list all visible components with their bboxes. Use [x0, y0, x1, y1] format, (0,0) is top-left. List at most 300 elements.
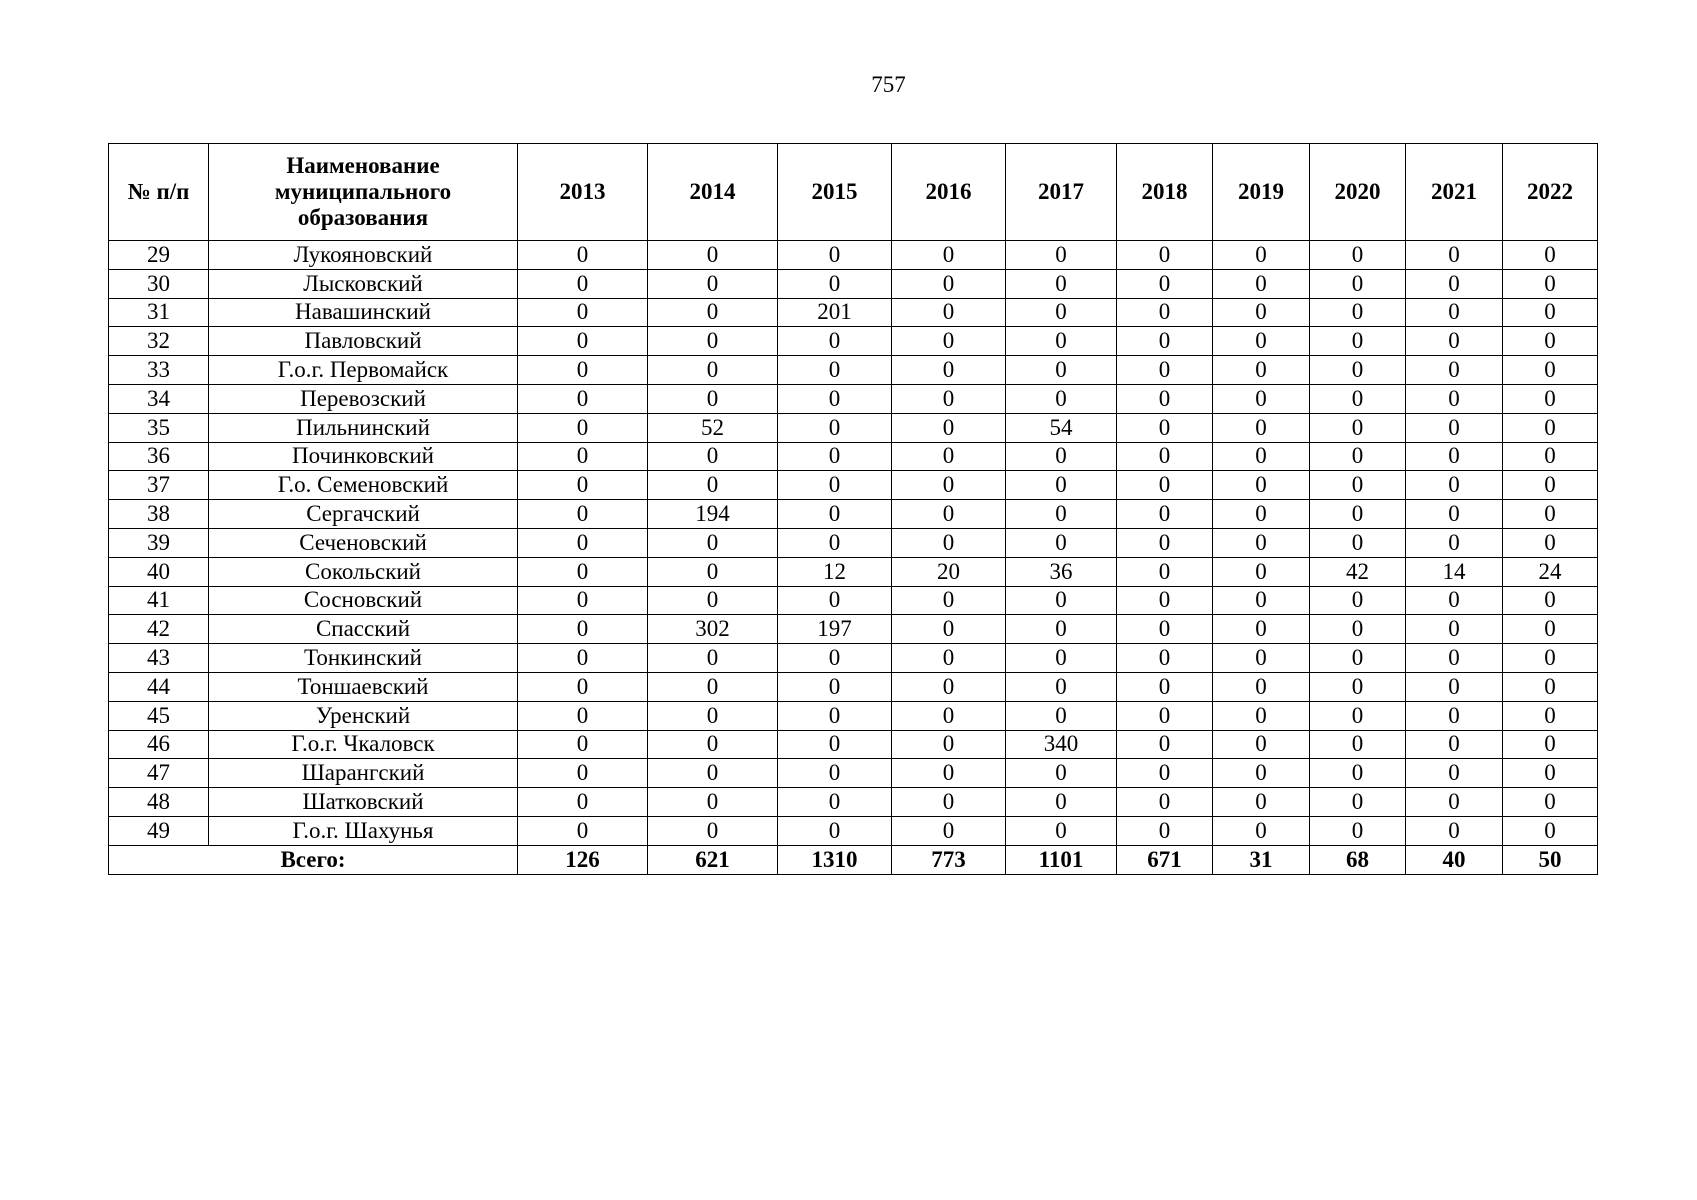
total-cell: 1101	[1006, 845, 1117, 874]
municipality-name-cell: Уренский	[209, 701, 518, 730]
municipality-name-cell: Г.о.г. Чкаловск	[209, 730, 518, 759]
table-row	[109, 327, 1598, 356]
year-value-cell: 0	[1503, 701, 1598, 730]
year-value-cell: 0	[1213, 356, 1310, 385]
header-year-2016: 2016	[892, 144, 1006, 241]
year-value-cell: 0	[1406, 327, 1503, 356]
total-cell: 68	[1310, 845, 1406, 874]
year-value-cell: 0	[1117, 672, 1213, 701]
year-value-cell: 0	[1117, 471, 1213, 500]
year-value-cell: 0	[518, 586, 648, 615]
year-value-cell: 0	[1406, 413, 1503, 442]
year-value-cell: 0	[648, 557, 778, 586]
header-year-2019: 2019	[1213, 144, 1310, 241]
year-value-cell: 0	[1503, 586, 1598, 615]
year-value-cell: 0	[892, 730, 1006, 759]
year-value-cell: 0	[1213, 615, 1310, 644]
year-value-cell: 0	[778, 500, 892, 529]
table-row	[109, 413, 1598, 442]
year-value-cell: 0	[778, 701, 892, 730]
year-value-cell: 0	[648, 586, 778, 615]
year-value-cell: 0	[1006, 586, 1117, 615]
year-value-cell: 0	[1310, 356, 1406, 385]
municipality-name-cell: Павловский	[209, 327, 518, 356]
year-value-cell: 0	[1310, 816, 1406, 845]
year-value-cell: 0	[1310, 759, 1406, 788]
table-row	[109, 471, 1598, 500]
year-value-cell: 0	[1503, 672, 1598, 701]
year-value-cell: 0	[1213, 241, 1310, 270]
table-header-row	[109, 144, 1598, 241]
year-value-cell: 0	[1310, 298, 1406, 327]
year-value-cell: 0	[648, 701, 778, 730]
header-year-2021: 2021	[1406, 144, 1503, 241]
year-value-cell: 340	[1006, 730, 1117, 759]
year-value-cell: 0	[518, 413, 648, 442]
year-value-cell: 0	[1406, 586, 1503, 615]
year-value-cell: 0	[778, 644, 892, 673]
year-value-cell: 0	[1213, 788, 1310, 817]
year-value-cell: 0	[778, 586, 892, 615]
header-number: № п/п	[109, 144, 209, 241]
total-cell: 671	[1117, 845, 1213, 874]
year-value-cell: 0	[1310, 528, 1406, 557]
year-value-cell: 0	[1006, 788, 1117, 817]
year-value-cell: 0	[1503, 788, 1598, 817]
total-cell: 40	[1406, 845, 1503, 874]
year-value-cell: 0	[1117, 730, 1213, 759]
year-value-cell: 0	[1213, 816, 1310, 845]
year-value-cell: 0	[1310, 241, 1406, 270]
page-number: 757	[871, 72, 906, 97]
year-value-cell: 201	[778, 298, 892, 327]
year-value-cell: 0	[892, 298, 1006, 327]
table-row	[109, 730, 1598, 759]
table-row	[109, 269, 1598, 298]
year-value-cell: 0	[1503, 644, 1598, 673]
municipality-name-cell: Лысковский	[209, 269, 518, 298]
year-value-cell: 14	[1406, 557, 1503, 586]
year-value-cell: 0	[1006, 500, 1117, 529]
total-row	[109, 845, 1598, 874]
year-value-cell: 0	[1406, 356, 1503, 385]
year-value-cell: 0	[1213, 413, 1310, 442]
year-value-cell: 0	[1117, 586, 1213, 615]
year-value-cell: 0	[518, 759, 648, 788]
row-number-cell: 29	[109, 241, 209, 270]
year-value-cell: 0	[892, 759, 1006, 788]
municipality-name-cell: Г.о. Семеновский	[209, 471, 518, 500]
year-value-cell: 0	[1213, 557, 1310, 586]
year-value-cell: 0	[1406, 701, 1503, 730]
year-value-cell: 0	[892, 500, 1006, 529]
year-value-cell: 0	[1213, 586, 1310, 615]
year-value-cell: 0	[892, 816, 1006, 845]
row-number-cell: 34	[109, 384, 209, 413]
table-row	[109, 356, 1598, 385]
table-row	[109, 557, 1598, 586]
year-value-cell: 0	[1406, 816, 1503, 845]
row-number-cell: 32	[109, 327, 209, 356]
municipality-name-cell: Тонкинский	[209, 644, 518, 673]
row-number-cell: 45	[109, 701, 209, 730]
year-value-cell: 194	[648, 500, 778, 529]
year-value-cell: 302	[648, 615, 778, 644]
row-number-cell: 41	[109, 586, 209, 615]
year-value-cell: 0	[892, 701, 1006, 730]
municipality-name-cell: Лукояновский	[209, 241, 518, 270]
year-value-cell: 0	[518, 788, 648, 817]
table-row	[109, 384, 1598, 413]
table-row	[109, 500, 1598, 529]
header-year-2017: 2017	[1006, 144, 1117, 241]
year-value-cell: 0	[1117, 442, 1213, 471]
year-value-cell: 0	[1503, 759, 1598, 788]
year-value-cell: 0	[1406, 442, 1503, 471]
year-value-cell: 0	[1406, 644, 1503, 673]
year-value-cell: 0	[1006, 672, 1117, 701]
header-year-2020: 2020	[1310, 144, 1406, 241]
year-value-cell: 52	[648, 413, 778, 442]
year-value-cell: 0	[778, 442, 892, 471]
year-value-cell: 0	[648, 442, 778, 471]
header-year-2022: 2022	[1503, 144, 1598, 241]
year-value-cell: 0	[648, 327, 778, 356]
table-row	[109, 788, 1598, 817]
year-value-cell: 0	[648, 788, 778, 817]
year-value-cell: 0	[1117, 788, 1213, 817]
year-value-cell: 0	[1006, 298, 1117, 327]
year-value-cell: 0	[1117, 384, 1213, 413]
year-value-cell: 0	[778, 672, 892, 701]
year-value-cell: 0	[1310, 500, 1406, 529]
year-value-cell: 0	[892, 615, 1006, 644]
year-value-cell: 0	[1503, 730, 1598, 759]
year-value-cell: 0	[1503, 442, 1598, 471]
row-number-cell: 44	[109, 672, 209, 701]
year-value-cell: 0	[1406, 788, 1503, 817]
year-value-cell: 0	[1006, 269, 1117, 298]
year-value-cell: 0	[648, 644, 778, 673]
year-value-cell: 0	[778, 384, 892, 413]
year-value-cell: 0	[1117, 557, 1213, 586]
year-value-cell: 12	[778, 557, 892, 586]
year-value-cell: 0	[778, 788, 892, 817]
municipality-name-cell: Г.о.г. Первомайск	[209, 356, 518, 385]
year-value-cell: 0	[1310, 701, 1406, 730]
year-value-cell: 0	[1117, 241, 1213, 270]
municipality-name-cell: Г.о.г. Шахунья	[209, 816, 518, 845]
table-row	[109, 644, 1598, 673]
year-value-cell: 0	[648, 471, 778, 500]
year-value-cell: 0	[1006, 701, 1117, 730]
row-number-cell: 49	[109, 816, 209, 845]
year-value-cell: 0	[1117, 528, 1213, 557]
year-value-cell: 0	[1006, 327, 1117, 356]
year-value-cell: 0	[1006, 644, 1117, 673]
year-value-cell: 0	[892, 356, 1006, 385]
year-value-cell: 0	[518, 298, 648, 327]
table-row	[109, 615, 1598, 644]
year-value-cell: 0	[1406, 471, 1503, 500]
year-value-cell: 0	[518, 384, 648, 413]
table-row	[109, 672, 1598, 701]
table-row	[109, 442, 1598, 471]
year-value-cell: 0	[778, 269, 892, 298]
table-row	[109, 816, 1598, 845]
municipality-name-cell: Спасский	[209, 615, 518, 644]
year-value-cell: 0	[892, 471, 1006, 500]
year-value-cell: 0	[1406, 500, 1503, 529]
header-year-2018: 2018	[1117, 144, 1213, 241]
year-value-cell: 0	[1310, 384, 1406, 413]
year-value-cell: 0	[778, 528, 892, 557]
year-value-cell: 0	[1213, 730, 1310, 759]
year-value-cell: 0	[1406, 241, 1503, 270]
year-value-cell: 0	[1117, 356, 1213, 385]
year-value-cell: 0	[1006, 471, 1117, 500]
year-value-cell: 42	[1310, 557, 1406, 586]
year-value-cell: 0	[518, 672, 648, 701]
table-row	[109, 586, 1598, 615]
year-value-cell: 0	[1213, 442, 1310, 471]
header-year-2013: 2013	[518, 144, 648, 241]
year-value-cell: 0	[1117, 644, 1213, 673]
year-value-cell: 0	[648, 269, 778, 298]
year-value-cell: 0	[518, 356, 648, 385]
year-value-cell: 0	[648, 298, 778, 327]
year-value-cell: 0	[1406, 730, 1503, 759]
row-number-cell: 42	[109, 615, 209, 644]
year-value-cell: 0	[1406, 672, 1503, 701]
year-value-cell: 0	[518, 442, 648, 471]
year-value-cell: 0	[1310, 672, 1406, 701]
municipality-name-cell: Сеченовский	[209, 528, 518, 557]
municipality-name-cell: Сокольский	[209, 557, 518, 586]
row-number-cell: 47	[109, 759, 209, 788]
year-value-cell: 20	[892, 557, 1006, 586]
year-value-cell: 0	[1503, 816, 1598, 845]
year-value-cell: 0	[1213, 644, 1310, 673]
year-value-cell: 0	[1406, 298, 1503, 327]
year-value-cell: 0	[1406, 528, 1503, 557]
header-municipality: Наименование муниципального образования	[209, 144, 518, 241]
municipality-name-cell: Сосновский	[209, 586, 518, 615]
municipality-name-cell: Шатковский	[209, 788, 518, 817]
year-value-cell: 0	[778, 759, 892, 788]
year-value-cell: 0	[518, 557, 648, 586]
row-number-cell: 30	[109, 269, 209, 298]
row-number-cell: 48	[109, 788, 209, 817]
row-number-cell: 40	[109, 557, 209, 586]
year-value-cell: 0	[1006, 759, 1117, 788]
year-value-cell: 0	[1406, 384, 1503, 413]
year-value-cell: 0	[1213, 672, 1310, 701]
year-value-cell: 0	[1310, 586, 1406, 615]
year-value-cell: 0	[518, 471, 648, 500]
year-value-cell: 0	[518, 816, 648, 845]
year-value-cell: 0	[892, 384, 1006, 413]
year-value-cell: 0	[648, 356, 778, 385]
table-row	[109, 759, 1598, 788]
year-value-cell: 0	[1213, 327, 1310, 356]
row-number-cell: 31	[109, 298, 209, 327]
year-value-cell: 0	[648, 816, 778, 845]
year-value-cell: 0	[648, 241, 778, 270]
year-value-cell: 0	[1006, 356, 1117, 385]
year-value-cell: 0	[1310, 442, 1406, 471]
year-value-cell: 0	[1213, 384, 1310, 413]
year-value-cell: 0	[1310, 730, 1406, 759]
year-value-cell: 0	[892, 327, 1006, 356]
year-value-cell: 0	[1310, 615, 1406, 644]
year-value-cell: 0	[892, 241, 1006, 270]
table-row	[109, 701, 1598, 730]
year-value-cell: 0	[518, 730, 648, 759]
year-value-cell: 0	[1006, 615, 1117, 644]
municipality-name-cell: Сергачский	[209, 500, 518, 529]
municipality-name-cell: Тоншаевский	[209, 672, 518, 701]
year-value-cell: 0	[1213, 471, 1310, 500]
table-row	[109, 528, 1598, 557]
year-value-cell: 0	[1006, 384, 1117, 413]
year-value-cell: 0	[1503, 384, 1598, 413]
year-value-cell: 0	[1213, 528, 1310, 557]
row-number-cell: 33	[109, 356, 209, 385]
row-number-cell: 38	[109, 500, 209, 529]
year-value-cell: 0	[1117, 269, 1213, 298]
row-number-cell: 46	[109, 730, 209, 759]
row-number-cell: 35	[109, 413, 209, 442]
year-value-cell: 0	[648, 759, 778, 788]
year-value-cell: 0	[1117, 759, 1213, 788]
year-value-cell: 0	[1503, 528, 1598, 557]
total-cell: 50	[1503, 845, 1598, 874]
year-value-cell: 54	[1006, 413, 1117, 442]
year-value-cell: 0	[648, 384, 778, 413]
year-value-cell: 0	[518, 644, 648, 673]
year-value-cell: 0	[1006, 528, 1117, 557]
header-year-2015: 2015	[778, 144, 892, 241]
row-number-cell: 37	[109, 471, 209, 500]
year-value-cell: 0	[1213, 701, 1310, 730]
year-value-cell: 0	[778, 327, 892, 356]
year-value-cell: 0	[1503, 500, 1598, 529]
year-value-cell: 0	[892, 413, 1006, 442]
year-value-cell: 0	[518, 241, 648, 270]
year-value-cell: 0	[778, 816, 892, 845]
municipality-name-cell: Пильнинский	[209, 413, 518, 442]
year-value-cell: 0	[1503, 615, 1598, 644]
year-value-cell: 0	[1503, 269, 1598, 298]
year-value-cell: 0	[1213, 269, 1310, 298]
year-value-cell: 0	[1117, 298, 1213, 327]
year-value-cell: 0	[1503, 327, 1598, 356]
year-value-cell: 0	[1006, 241, 1117, 270]
year-value-cell: 0	[1117, 816, 1213, 845]
year-value-cell: 0	[892, 442, 1006, 471]
year-value-cell: 0	[1406, 269, 1503, 298]
year-value-cell: 0	[648, 730, 778, 759]
year-value-cell: 0	[1117, 413, 1213, 442]
row-number-cell: 43	[109, 644, 209, 673]
total-cell: 621	[648, 845, 778, 874]
year-value-cell: 0	[1006, 816, 1117, 845]
year-value-cell: 0	[1117, 500, 1213, 529]
municipality-name-cell: Починковский	[209, 442, 518, 471]
row-number-cell: 36	[109, 442, 209, 471]
table-row	[109, 298, 1598, 327]
year-value-cell: 0	[518, 615, 648, 644]
year-value-cell: 0	[518, 327, 648, 356]
year-value-cell: 0	[778, 730, 892, 759]
year-value-cell: 0	[778, 471, 892, 500]
table-body	[109, 241, 1598, 846]
year-value-cell: 0	[778, 413, 892, 442]
year-value-cell: 36	[1006, 557, 1117, 586]
total-cell: 773	[892, 845, 1006, 874]
year-value-cell: 0	[1006, 442, 1117, 471]
year-value-cell: 0	[1310, 788, 1406, 817]
year-value-cell: 197	[778, 615, 892, 644]
municipal-data-table	[108, 143, 1598, 875]
year-value-cell: 0	[518, 528, 648, 557]
year-value-cell: 0	[1117, 701, 1213, 730]
year-value-cell: 0	[1503, 471, 1598, 500]
total-cell: 31	[1213, 845, 1310, 874]
year-value-cell: 0	[1503, 298, 1598, 327]
year-value-cell: 24	[1503, 557, 1598, 586]
header-year-2014: 2014	[648, 144, 778, 241]
year-value-cell: 0	[1310, 471, 1406, 500]
total-cell: 1310	[778, 845, 892, 874]
municipality-name-cell: Навашинский	[209, 298, 518, 327]
year-value-cell: 0	[518, 500, 648, 529]
year-value-cell: 0	[1503, 413, 1598, 442]
year-value-cell: 0	[1213, 500, 1310, 529]
year-value-cell: 0	[892, 672, 1006, 701]
municipality-name-cell: Шарангский	[209, 759, 518, 788]
year-value-cell: 0	[518, 701, 648, 730]
year-value-cell: 0	[648, 528, 778, 557]
table-row	[109, 241, 1598, 270]
year-value-cell: 0	[1117, 615, 1213, 644]
year-value-cell: 0	[1503, 241, 1598, 270]
year-value-cell: 0	[1406, 615, 1503, 644]
year-value-cell: 0	[1310, 269, 1406, 298]
year-value-cell: 0	[892, 528, 1006, 557]
total-cell: 126	[518, 845, 648, 874]
total-label: Всего:	[109, 845, 518, 874]
year-value-cell: 0	[648, 672, 778, 701]
year-value-cell: 0	[892, 269, 1006, 298]
year-value-cell: 0	[1503, 356, 1598, 385]
year-value-cell: 0	[1406, 759, 1503, 788]
year-value-cell: 0	[1213, 759, 1310, 788]
year-value-cell: 0	[1310, 644, 1406, 673]
year-value-cell: 0	[778, 356, 892, 385]
year-value-cell: 0	[1310, 413, 1406, 442]
municipality-name-cell: Перевозский	[209, 384, 518, 413]
row-number-cell: 39	[109, 528, 209, 557]
year-value-cell: 0	[1213, 298, 1310, 327]
year-value-cell: 0	[1117, 327, 1213, 356]
year-value-cell: 0	[892, 644, 1006, 673]
year-value-cell: 0	[1310, 327, 1406, 356]
year-value-cell: 0	[892, 586, 1006, 615]
year-value-cell: 0	[518, 269, 648, 298]
year-value-cell: 0	[778, 241, 892, 270]
